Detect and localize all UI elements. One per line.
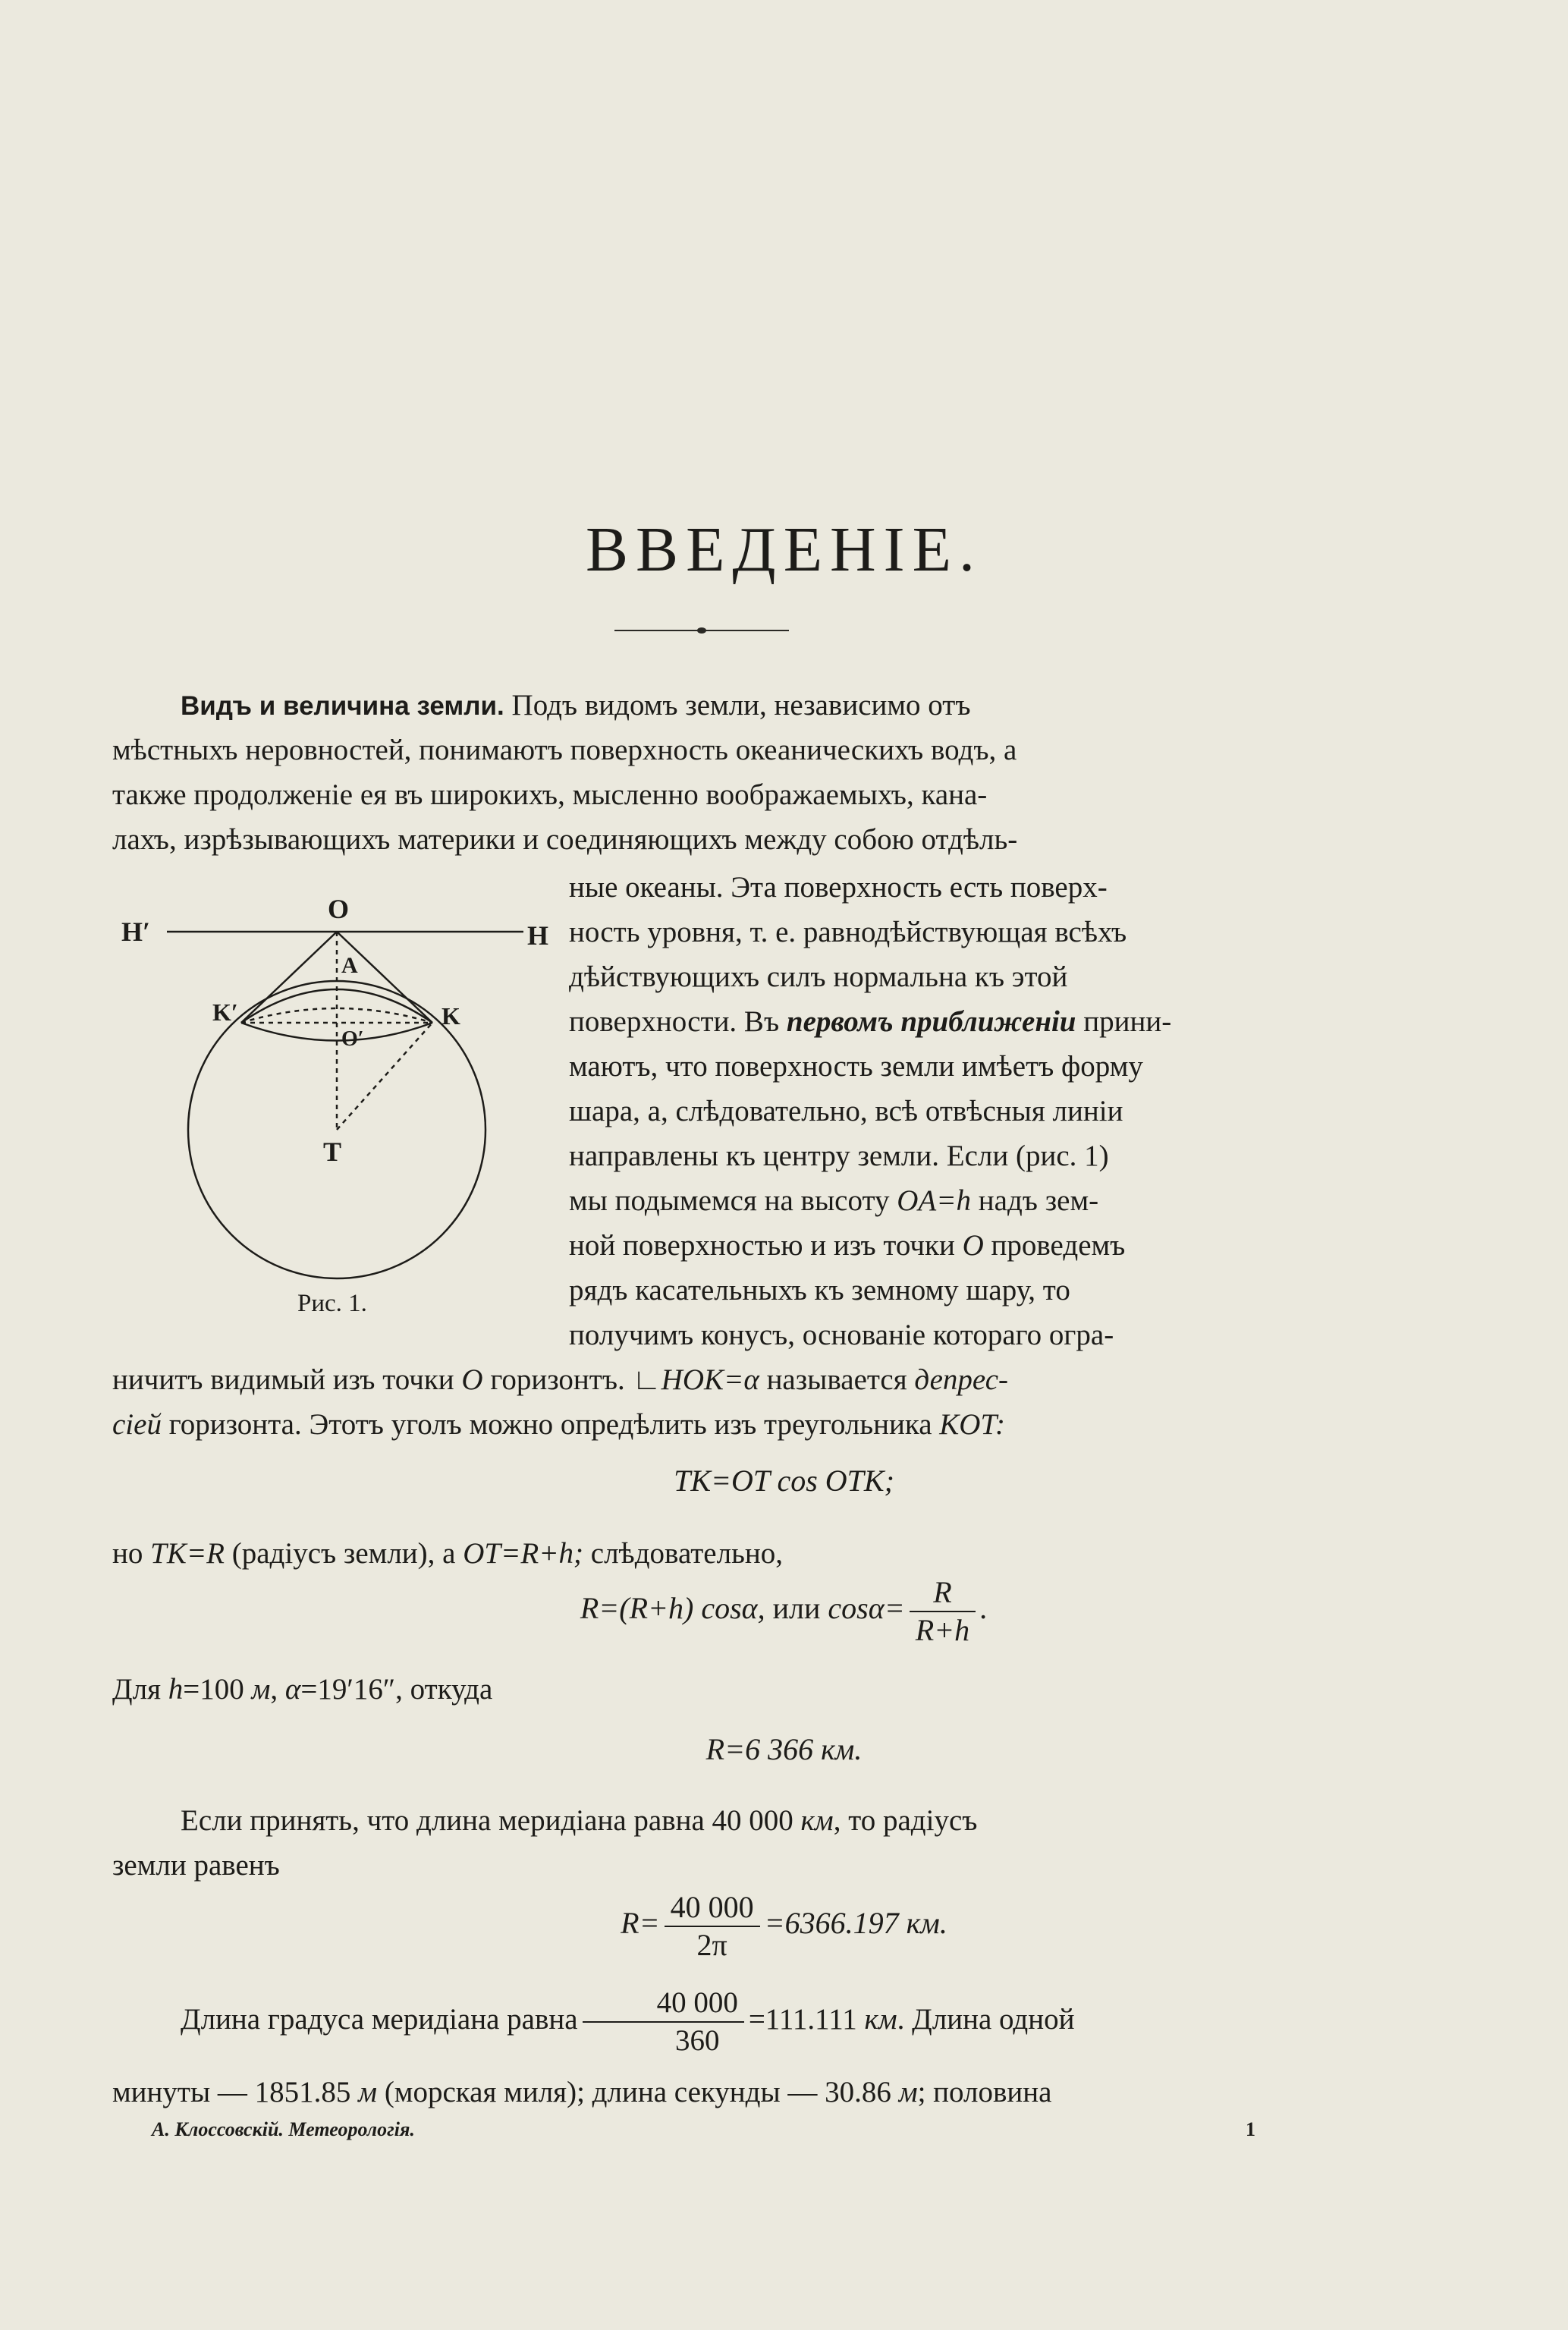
text-line: дѣйствующихъ силъ нормальна къ этой [569,961,1068,993]
figure-earth-horizon [114,880,569,1290]
text-line: получимъ конусъ, основаніе котораго огра- [569,1319,1114,1351]
label-O: O [328,894,350,924]
fraction: $\frac{R}{R+h}$ [910,1574,976,1649]
fraction: $\frac{40 000}{360}$ [583,1985,744,2059]
text-line: маютъ, что поверхность земли имѣетъ форму [569,1050,1143,1083]
text-line: но TK=R (радіусъ земли), а OT=R+h; слѣдовательно, [112,1537,783,1570]
figure-caption: Рис. 1. [297,1290,367,1317]
section-heading: Видъ и величина земли. [181,691,504,721]
label-H-prime: H′ [121,917,151,947]
title-rule-ornament [697,627,706,634]
chapter-title: ВВЕДЕНІЕ. [586,514,982,585]
footer-signature: А. Клоссовскій. Метеорологія. [152,2118,415,2140]
label-O-prime: O′ [341,1027,364,1051]
text-line: мы подымемся на высоту OA=h надъ зем- [569,1184,1099,1217]
text-line: лахъ, изрѣзывающихъ материки и соединяющихъ между собою отдѣль- [112,823,1018,856]
text-line: направлены къ центру земли. Если (рис. 1) [569,1140,1109,1172]
label-H: H [527,920,549,951]
text-line: земли равенъ [112,1849,280,1882]
text-line: мѣстныхъ неровностей, понимаютъ поверхность океаническихъ водъ, а [112,734,1017,766]
emphasis: первомъ приближеніи [786,1005,1076,1038]
label-A: A [341,953,358,978]
text-line: Подъ видомъ земли, независимо отъ [511,689,971,722]
text-line: рядъ касательныхъ къ земному шару, то [569,1274,1070,1306]
fraction: $\frac{40 000}{2\pi}$ [665,1889,760,1964]
text-line: Длина градуса меридіана равна $\frac{40 000}{360}$ =111.111 км. Длина одной [112,1985,1305,2059]
text-line: ной поверхностью и изъ точки O проведемъ [569,1229,1126,1262]
equation-1: TK=OT cos OTK; [674,1464,894,1498]
label-K: K [441,1002,460,1030]
paragraph-intro [112,683,1305,728]
equation-3: R=6 366 км. [705,1732,863,1766]
text-line: ность уровня, т. е. равнодѣйствующая всѣхъ [569,916,1127,948]
text-line: ные океаны. Эта поверхность есть поверх- [569,871,1108,904]
text-line: поверхности. Въ первомъ приближеніи прини- [569,1005,1172,1038]
equation-2: R=(R+h) cosα, или cosα= $\frac{R}{R+h}$ . [580,1575,988,1647]
label-T: T [323,1137,342,1167]
equation-4: R= $\frac{40 000}{2\pi}$ =6366.197 км. [621,1890,947,1962]
text-line: ничитъ видимый изъ точки O горизонтъ. ∟HOK=α называется депрес- [112,1363,1009,1396]
text-line: шара, а, слѣдовательно, всѣ отвѣсныя линіи [569,1095,1123,1127]
page-number: 1 [1246,2118,1255,2140]
text-line: минуты — 1851.85 м (морская миля); длина секунды — 30.86 м; половина [112,2076,1052,2108]
label-K-prime: K′ [212,998,238,1026]
text-line: также продолженіе ея въ широкихъ, мысленно воображаемыхъ, кана- [112,778,988,811]
text-line: Если принять, что длина меридіана равна 40 000 км, то радіусъ [181,1804,978,1837]
text-line: Для h=100 м, α=19′16″, откуда [112,1673,493,1706]
text-line: сіей горизонта. Этотъ уголъ можно опредѣлить изъ треугольника KOT: [112,1408,1005,1441]
